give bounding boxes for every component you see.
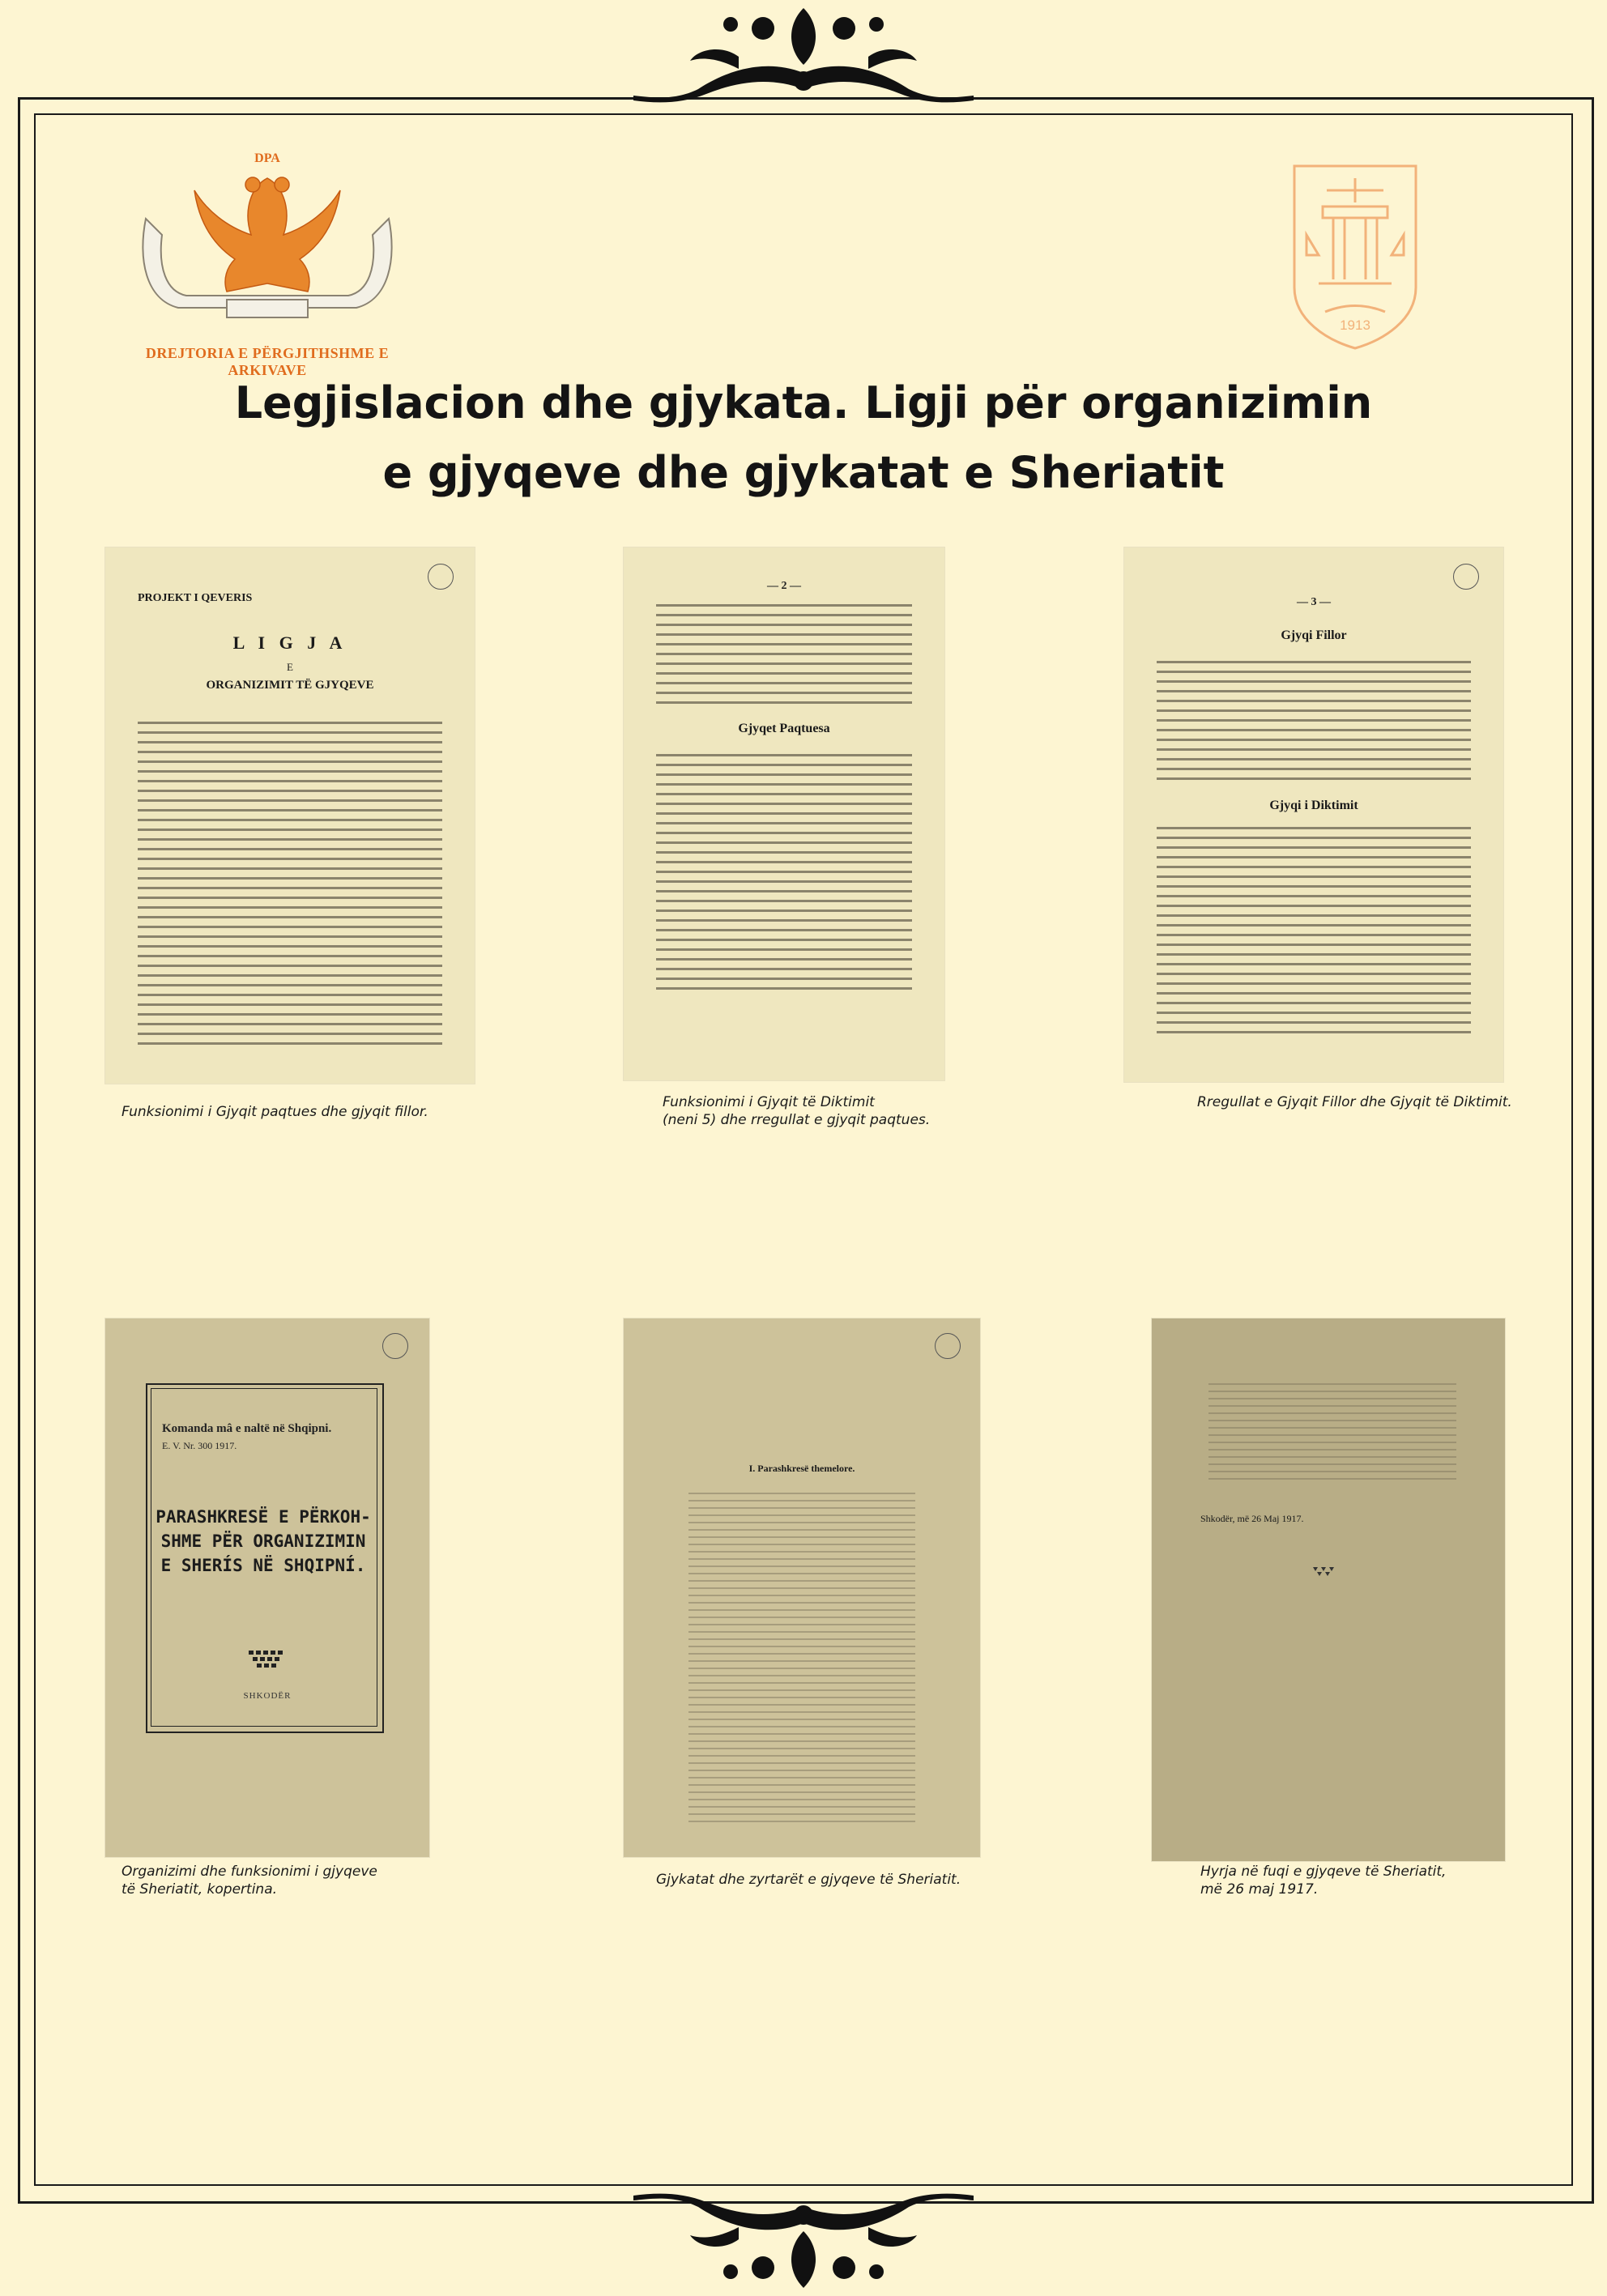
- archive-org-name: DREJTORIA E PËRGJITHSHME E ARKIVAVE: [145, 345, 390, 378]
- doc1-caption: Funksionimi i Gjyqit paqtues dhe gjyqit fillor.: [121, 1104, 428, 1120]
- doc1-heading-4: ORGANIZIMIT TË GJYQEVE: [206, 679, 374, 692]
- document-image-4: [105, 1318, 429, 1857]
- doc3-body-text-1: [1157, 661, 1471, 787]
- top-ornament-icon: [601, 0, 1006, 113]
- svg-text:1913: 1913: [1340, 317, 1370, 333]
- double-headed-eagle-icon: [130, 146, 405, 340]
- doc5-heading: I. Parashkresë themelore.: [748, 1463, 855, 1474]
- document-image-6: [1152, 1318, 1505, 1861]
- document-image-3: [1124, 547, 1503, 1082]
- doc4-caption: Organizimi dhe funksionimi i gjyqeve të Sheriatit, kopertina.: [121, 1864, 377, 1898]
- doc1-heading-1: PROJEKT I QEVERIS: [138, 592, 253, 604]
- cover-reference: E. V. Nr. 300 1917.: [162, 1440, 237, 1451]
- cover-city: SHKODËR: [243, 1691, 292, 1701]
- doc2-body-text-2: [656, 754, 912, 997]
- doc1-heading-2: L I G J A: [232, 633, 347, 653]
- archive-stamp-icon: [1453, 564, 1479, 590]
- triangle-ornament-icon: [1312, 1565, 1336, 1577]
- triangle-ornament-icon: [247, 1649, 288, 1673]
- doc6-body-text: [1208, 1383, 1456, 1485]
- court-emblem-icon: [1286, 158, 1424, 352]
- title-line-1: Legjislacion dhe gjykata. Ligji për organizimin: [234, 377, 1373, 428]
- doc3-heading-2: Gjyqi i Diktimit: [1269, 799, 1358, 812]
- doc2-body-text-1: [656, 604, 912, 711]
- doc3-caption: Rregullat e Gjyqit Fillor dhe Gjyqit të Diktimit.: [1197, 1094, 1512, 1110]
- document-image-1: [105, 547, 475, 1084]
- archive-stamp-icon: [428, 564, 454, 590]
- doc1-heading-3: E: [287, 661, 293, 673]
- page-title: [162, 368, 1445, 508]
- svg-text:DPA: DPA: [254, 151, 280, 165]
- doc5-body-text: [688, 1493, 915, 1828]
- title-line-2: e gjyqeve dhe gjykatat e Sheriatit: [382, 447, 1225, 498]
- archive-stamp-icon: [382, 1333, 408, 1359]
- document-image-2: [624, 547, 944, 1080]
- doc2-caption: Funksionimi i Gjyqit të Diktimit (neni 5) dhe rregullat e gjyqit paqtues.: [663, 1094, 931, 1128]
- doc3-page-number: — 3 —: [1297, 596, 1331, 608]
- document-image-5: [624, 1318, 980, 1857]
- archive-stamp-icon: [935, 1333, 961, 1359]
- doc6-signature: Shkodër, më 26 Maj 1917.: [1200, 1513, 1304, 1524]
- doc5-caption: Gjykatat dhe zyrtarët e gjyqeve të Sheriatit.: [656, 1872, 961, 1888]
- cover-authority: Komanda mâ e naltë në Shqipni.: [162, 1422, 332, 1435]
- bottom-ornament-icon: [601, 2183, 1006, 2296]
- archive-logo: [130, 146, 405, 378]
- cover-title: PARASHKRESË E PËRKOH-SHME PËR ORGANIZIMIN E SHERÍS NË SHQIPNÍ.: [156, 1507, 371, 1575]
- doc6-caption: Hyrja në fuqi e gjyqeve të Sheriatit, më 26 maj 1917.: [1200, 1864, 1447, 1898]
- doc3-body-text-2: [1157, 827, 1471, 1041]
- doc1-body-text: [138, 722, 442, 1052]
- doc3-heading-1: Gjyqi Fillor: [1281, 628, 1347, 642]
- doc2-heading: Gjyqet Paqtuesa: [738, 722, 830, 735]
- doc2-page-number: — 2 —: [767, 580, 801, 592]
